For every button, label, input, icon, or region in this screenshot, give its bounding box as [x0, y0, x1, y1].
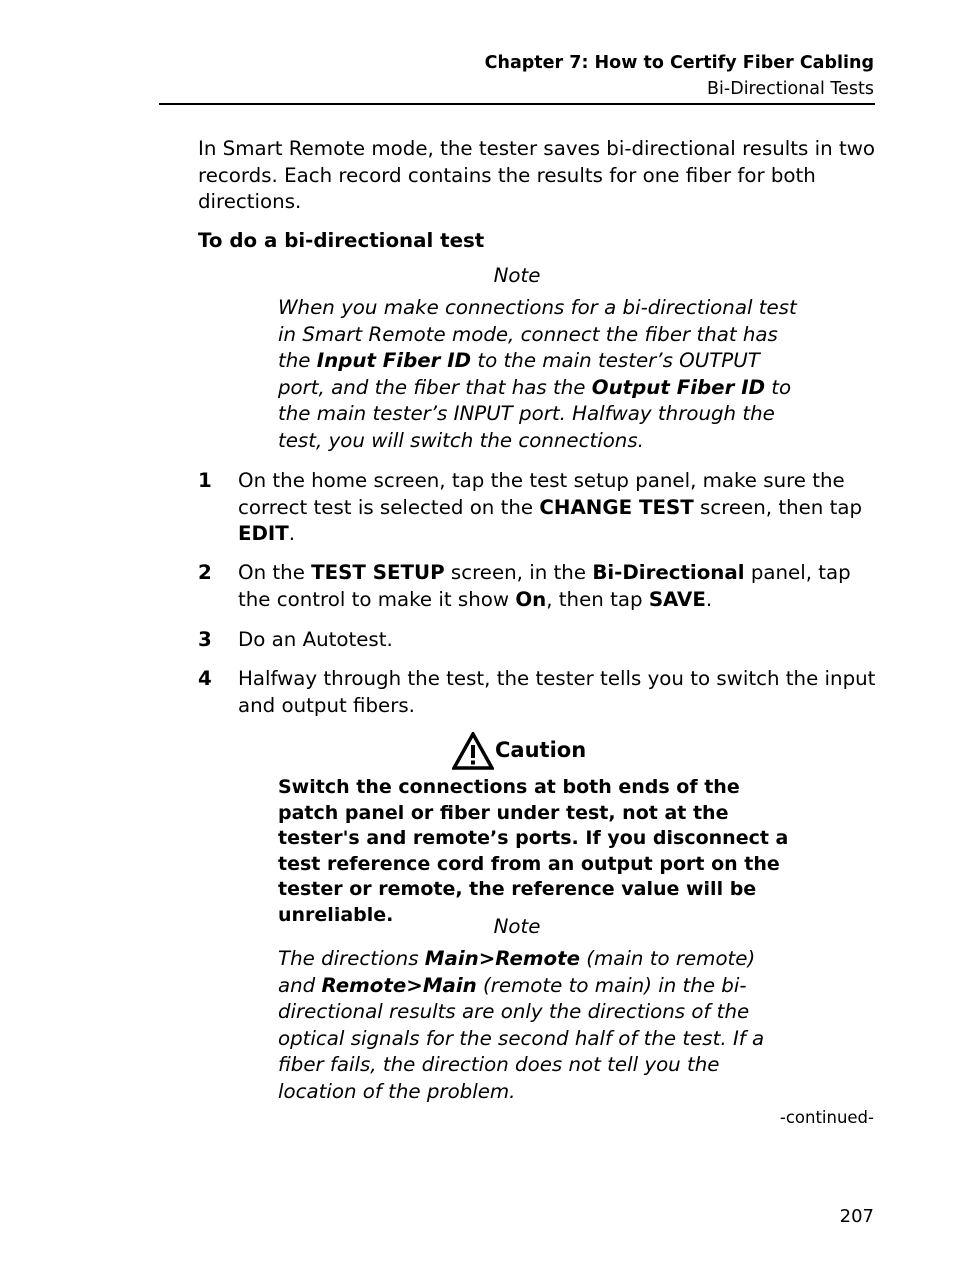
ui-label-change-test: CHANGE TEST: [539, 495, 694, 519]
note-text: (remote to main) in the bi-directional results are only the directions of the optical signals for the second half of the test. If a fiber fails, the direction does not tell you the location of the problem.: [278, 973, 765, 1103]
section-title: Bi-Directional Tests: [707, 79, 874, 99]
step-number: 1: [198, 469, 212, 492]
step-text: [238, 468, 878, 548]
ui-label-bi-directional: Bi-Directional: [592, 561, 745, 584]
step-text-part: On the: [238, 561, 312, 584]
step-text-part: , then tap: [546, 587, 649, 611]
note-emphasis: Main>Remote: [424, 947, 581, 970]
step-text-part: panel, tap the control to make it show: [238, 561, 851, 611]
chapter-title: Chapter 7: How to Certify Fiber Cabling: [484, 53, 874, 73]
caution-text: Switch the connections at both ends of the patch panel or fiber under test, not at the tester's and remote’s ports. If you disconnect a test reference cord from an output port on the tester or remote, the reference value will be unreliable.: [278, 776, 789, 926]
step-number: 2: [198, 561, 212, 584]
ui-label-test-setup: TEST SETUP: [311, 561, 445, 584]
step-2: [198, 560, 878, 613]
header-divider: [159, 103, 875, 105]
step-number: 4: [198, 667, 212, 690]
warning-triangle-icon: [452, 732, 494, 770]
note-text: (main to remote) and: [278, 947, 756, 997]
step-text-part: .: [288, 522, 296, 545]
note-text: to the main tester’s INPUT port. Halfway through the test, you will switch the connections.: [278, 375, 792, 452]
step-4: [198, 666, 878, 719]
ui-label-edit: EDIT: [238, 522, 289, 545]
step-text-part: On the home screen, tap the test setup panel, make sure the correct test is selected on the: [238, 469, 845, 519]
procedure-heading: To do a bi-directional test: [198, 229, 485, 252]
step-text-part: .: [705, 587, 713, 611]
step-text-part: screen, in the: [444, 561, 593, 584]
note-title: Note: [493, 915, 541, 938]
page-number: 207: [839, 1206, 874, 1227]
ui-label-save: SAVE: [648, 587, 706, 611]
note-body: [278, 295, 808, 454]
step-number: 3: [198, 628, 212, 651]
step-text: Halfway through the test, the tester tells you to switch the input and output fibers.: [238, 667, 876, 717]
step-text-part: screen, then tap: [693, 495, 863, 519]
step-text: Do an Autotest.: [238, 628, 393, 651]
note-emphasis: Remote>Main: [321, 973, 477, 997]
note-text: When you make connections for a bi-directional test in Smart Remote mode, connect the fiber that has the: [278, 296, 797, 372]
ui-label-on: On: [515, 587, 547, 611]
step-1: [198, 468, 878, 548]
note-body: [278, 946, 798, 1105]
note-emphasis: Output Fiber ID: [591, 375, 766, 399]
caution-label: Caution: [495, 738, 587, 762]
intro-paragraph: In Smart Remote mode, the tester saves bi-directional results in two records. Each record contains the results for one fiber for both directions.: [198, 137, 875, 213]
step-3: [198, 627, 878, 654]
step-text: [238, 560, 878, 613]
note-emphasis: Input Fiber ID: [316, 349, 472, 372]
continued-marker: -continued-: [779, 1108, 874, 1127]
note-text: The directions: [278, 947, 425, 970]
note-text: to the main tester’s OUTPUT port, and the fiber that has the: [278, 349, 760, 399]
note-title: Note: [493, 264, 541, 287]
